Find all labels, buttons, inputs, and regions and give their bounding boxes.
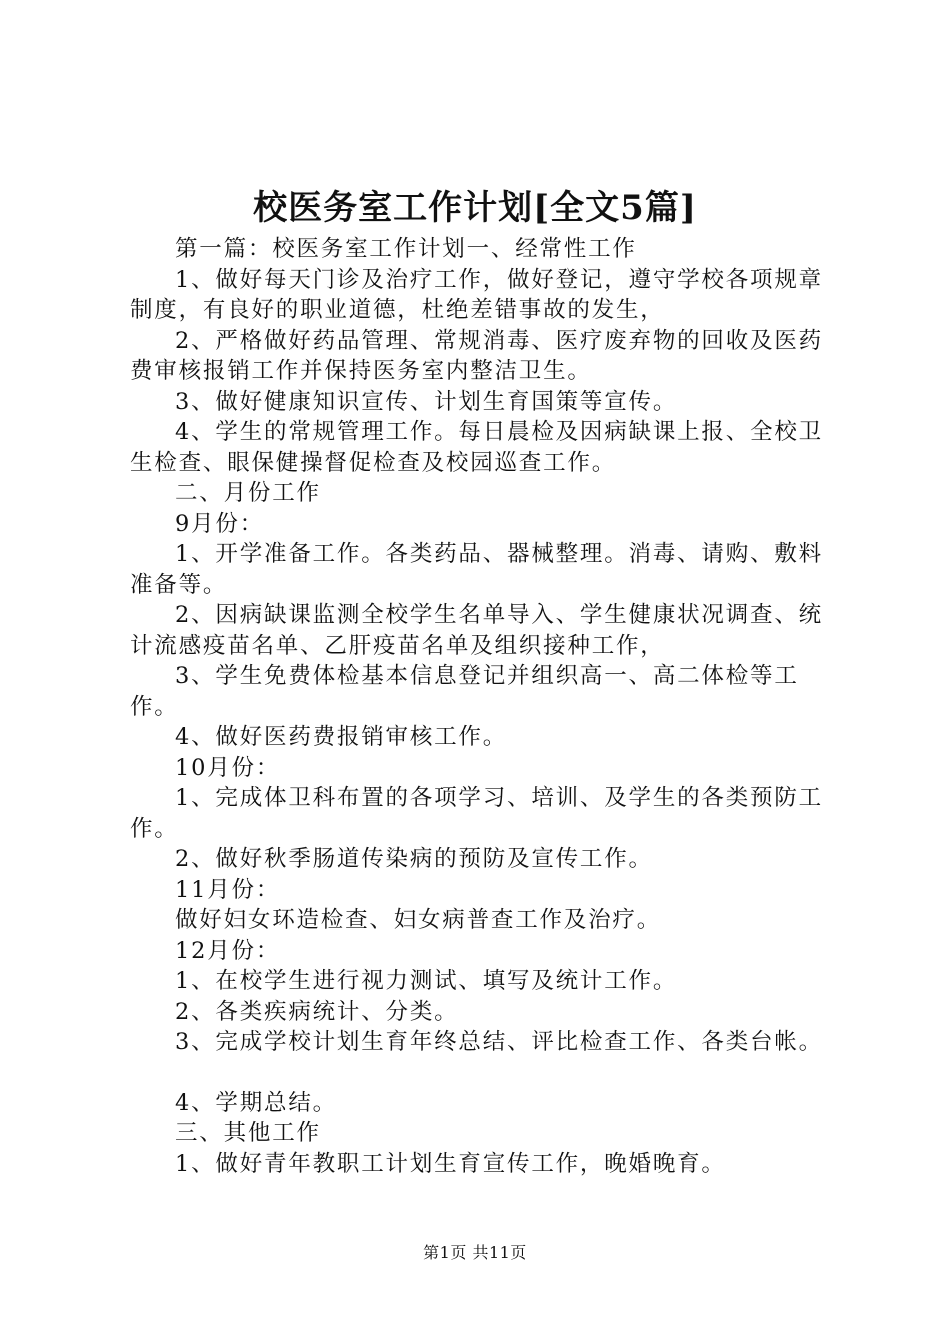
paragraph: 2、严格做好药品管理、常规消毒、医疗废弃物的回收及医药费审核报销工作并保持医务室内整洁卫生。 — [130, 327, 823, 384]
paragraph: 3、做好健康知识宣传、计划生育国策等宣传。 — [175, 388, 678, 415]
paragraph: 第一篇：校医务室工作计划一、经常性工作 — [175, 236, 637, 262]
section-heading: 二、月份工作 — [175, 480, 321, 506]
paragraph: 2、各类疾病统计、分类。 — [175, 998, 459, 1025]
paragraph: 1、在校学生进行视力测试、填写及统计工作。 — [175, 968, 678, 994]
paragraph: 4、学期总结。 — [175, 1089, 337, 1116]
month-heading: 9月份： — [175, 510, 265, 537]
paragraph: 2、因病缺课监测全校学生名单导入、学生健康状况调查、统计流感疫苗名单、乙肝疫苗名单及组织接种工作， — [130, 602, 823, 659]
paragraph: 1、做好每天门诊及治疗工作，做好登记，遵守学校各项规章制度，有良好的职业道德，杜绝差错事故的发生， — [130, 266, 823, 323]
paragraph: 3、完成学校计划生育年终总结、评比检查工作、各类台帐。 — [175, 1029, 823, 1055]
paragraph: 4、学生的常规管理工作。每日晨检及因病缺课上报、全校卫生检查、眼保健操督促检查及校园巡查工作。 — [130, 419, 823, 476]
paragraph: 4、做好医药费报销审核工作。 — [175, 724, 508, 750]
paragraph: 3、学生免费体检基本信息登记并组织高一、高二体检等工作。 — [130, 663, 799, 720]
section-heading: 三、其他工作 — [175, 1120, 321, 1146]
page-footer: 第1页 共11页 — [423, 1243, 527, 1262]
paragraph: 做好妇女环造检查、妇女病普查工作及治疗。 — [175, 907, 662, 933]
month-heading: 10月份： — [175, 754, 281, 781]
document-body — [130, 234, 830, 1179]
month-heading: 12月份： — [175, 937, 281, 964]
month-heading: 11月份： — [175, 876, 281, 903]
document-title: 校医务室工作计划[全文5篇] — [253, 188, 697, 228]
paragraph: 1、做好青年教职工计划生育宣传工作，晚婚晚育。 — [175, 1150, 726, 1177]
paragraph: 2、做好秋季肠道传染病的预防及宣传工作。 — [175, 846, 653, 872]
paragraph: 1、完成体卫科布置的各项学习、培训、及学生的各类预防工作。 — [130, 785, 823, 842]
paragraph: 1、开学准备工作。各类药品、器械整理。消毒、请购、敷料准备等。 — [130, 541, 823, 598]
